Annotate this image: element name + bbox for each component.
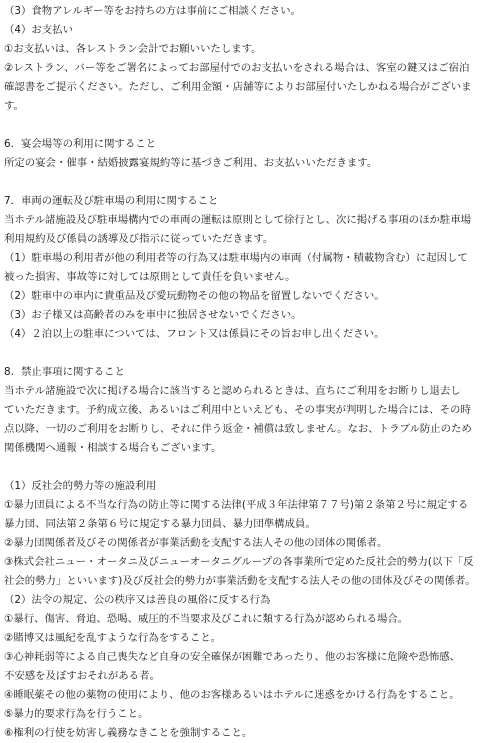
text-line: （4）２泊以上の駐車については、フロント又は係員にその旨お申し出ください。: [4, 328, 385, 340]
text-line: 確認書をご提示ください。ただし、ご利用金額・店舗等によりお部屋付いたしかねる場合がございま: [4, 81, 472, 93]
text-line: （1）駐車場の利用者が他の利用者等の行為又は駐車場内の車両（付属物・積載物含む）に起因して: [4, 252, 468, 264]
blank-line: [4, 458, 494, 477]
section-heading: 8．禁止事項に関すること: [4, 366, 125, 378]
text-line: ②レストラン、バー等をご署名によってお部屋付でのお支払いをされる場合は、客室の鍵又はご宿泊: [4, 62, 470, 74]
text-line: ③心神耗弱等による自己喪失など自身の安全確保が困難であったり、他のお客様に危険や恐怖感、: [4, 651, 461, 663]
text-line: 社会的勢力」といいます)及び反社会的勢力が事業活動を支配する法人その他の団体及びその関係者。: [4, 575, 476, 587]
text-line: ①お支払いは、各レストラン会計でお願いいたします。: [4, 43, 262, 55]
text-line: ⑥権利の行使を妨害し義務なきことを強制すること。: [4, 727, 253, 739]
section-heading: （1）反社会的勢力等の施設利用: [4, 480, 157, 492]
text-line: （2）駐車中の車内に貴重品及び愛玩動物その他の物品を留置しないでください。: [4, 290, 385, 302]
text-line: ②暴力団関係者及びその関係者が事業活動を支配する法人その他の団体の関係者。: [4, 537, 388, 549]
text-line: （3）食物アレルギー等をお持ちの方は事前にご相談ください。: [4, 5, 301, 17]
text-line: ②賭博又は風紀を乱すような行為をすること。: [4, 632, 222, 644]
blank-line: [4, 344, 494, 363]
section-heading: （4）お支払い: [4, 24, 73, 36]
text-line: 点以降、一切のご利用をお断りし、それに伴う返金・補償は致しません。なお、トラブル防止のため: [4, 423, 472, 435]
text-line: 不安感を及ぼすおそれがある者。: [4, 670, 160, 682]
blank-line: [4, 173, 494, 192]
text-line: ①暴行、傷害、脅迫、恐喝、威圧的不当要求及びこれに類する行為が認められる場合。: [4, 613, 409, 625]
text-line: 関係機関へ通報・相談する場合もございます。: [4, 442, 222, 454]
text-line: 利用規約及び係員の誘導及び指示に従っていただきます。: [4, 233, 274, 245]
text-line: 当ホテル諸施設で次に掲げる場合に該当すると認められるときは、直ちにご利用をお断りし退去し: [4, 385, 461, 397]
section-heading: （2）法令の規定、公の秩序又は善良の風俗に反する行為: [4, 594, 271, 606]
text-line: ていただきます。予約成立後、あるいはご利用中といえども、その事実が判明した場合には、その時: [4, 404, 471, 416]
section-heading: 6．宴会場等の利用に関すること: [4, 138, 157, 150]
section-heading: 7．車両の運転及び駐車場の利用に関すること: [4, 195, 219, 207]
text-line: ③株式会社ニュー・オータニ及びニューオータニグループの各事業所で定めた反社会的勢力(以下「反: [4, 556, 474, 568]
text-line: 当ホテル諸施設及び駐車場構内での車両の運転は原則として徐行とし、次に掲げる事項のほか駐車場: [4, 214, 472, 226]
text-line: す。: [4, 100, 24, 112]
text-line: ⑤暴力的要求行為を行うこと。: [4, 708, 149, 720]
document-page: [4, 2, 494, 743]
text-line: 暴力団、同法第２条第６号に規定する暴力団員、暴力団準構成員。: [4, 518, 316, 530]
text-line: ①暴力団員による不当な行為の防止等に関する法律(平成３年法律第７７号)第２条第２号に規定する: [4, 499, 469, 511]
blank-line: [4, 116, 494, 135]
text-line: （3）お子様又は高齢者のみを車中に独居させないでください。: [4, 309, 302, 321]
text-line: ④睡眠薬その他の薬物の使用により、他のお客様あるいはホテルに迷惑をかける行為をすること。: [4, 689, 460, 701]
text-line: 所定の宴会・催事・結婚披露宴規約等に基づきご利用、お支払いいただきます。: [4, 157, 378, 169]
text-line: 被った損害、事故等に対しては原則として責任を負いません。: [4, 271, 296, 283]
